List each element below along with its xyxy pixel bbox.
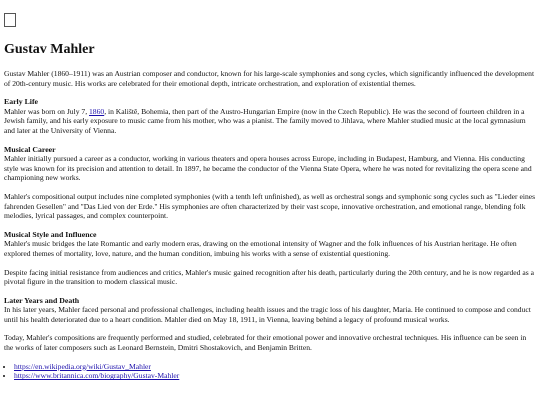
section-heading-musical-career: Musical Career <box>4 144 56 154</box>
britannica-link[interactable]: https://www.britannica.com/biography/Gustav-Mahler <box>14 371 180 381</box>
early-life-text-before-link: Mahler was born on July 7, <box>4 106 89 116</box>
early-life-text-after-link: , in Kaliště, Bohemia, then part of the Austro-Hungarian Empire (now in the Czech Republic). He was the second of fourteen children in a Jewish family, and his early exposure to music came from his mother, who was a pianist. The family moved to Jihlava, where Mahler studied music at the local gymnasium and later at the University of Vienna. <box>4 106 526 135</box>
style-paragraph-1: Mahler's music bridges the late Romantic and early modern eras, drawing on the emotional intensity of Wagner and the folk influences of his Austrian heritage. He often explored themes of mortality, love, nature, and the human condition, imbuing his works with a sense of existential questioning. <box>4 239 517 258</box>
page-title: Gustav Mahler <box>4 42 95 57</box>
article-body <box>4 69 536 381</box>
section-later-years <box>4 296 536 353</box>
style-paragraph-2: Despite facing initial resistance from audiences and critics, Mahler's music gained recognition after his death, particularly during the 20th century, and he is now regarded as a pivotal figure in the transition to modern classical music. <box>4 267 534 287</box>
broken-image-icon <box>4 13 16 27</box>
later-years-paragraph-1: In his later years, Mahler faced personal and professional challenges, including health issues and the tragic loss of his daughter, Maria. He continued to compose and conduct until his health deteriorated due to a heart condition. Mahler died on May 18, 1911, in Vienna, leaving behind a legacy of profound musical works. <box>4 305 531 324</box>
intro-paragraph: Gustav Mahler (1860–1911) was an Austrian composer and conductor, known for his large-scale symphonies and song cycles, which significantly influenced the development of 20th-century music. His works are celebrated for their emotional depth, intricate orchestration, and exploration of existential themes. <box>4 69 535 88</box>
section-musical-career <box>4 145 536 221</box>
section-heading-early-life: Early Life <box>4 97 38 107</box>
early-life-paragraph <box>4 107 536 136</box>
reference-links-list <box>4 362 536 381</box>
year-1860-link[interactable]: 1860 <box>89 106 105 116</box>
later-years-paragraph-2: Today, Mahler's compositions are frequently performed and studied, celebrated for their emotional power and innovative orchestral techniques. His influence can be seen in the works of later composers such as Leonard Bernstein, Dmitri Shostakovich, and Benjamin Britten. <box>4 333 527 353</box>
list-item <box>14 362 536 372</box>
career-paragraph-2: Mahler's compositional output includes nine completed symphonies (with a tenth left unfinished), as well as orchestral songs and symphonic song cycles such as "Lieder eines fahrenden Gesellen" and "Das Lied von der Erde." His symphonies are often characterized by their vast scope, innovative orchestration, and emotional range, blending folk melodies, lyrical passages, and complex counterpoint. <box>4 191 536 221</box>
section-musical-style <box>4 230 536 287</box>
section-heading-musical-style: Musical Style and Influence <box>4 229 97 239</box>
section-heading-later-years: Later Years and Death <box>4 295 80 305</box>
wikipedia-link[interactable]: https://en.wikipedia.org/wiki/Gustav_Mahler <box>14 361 151 371</box>
career-paragraph-1: Mahler initially pursued a career as a conductor, working in various theaters and opera houses across Europe, including in Budapest, Hamburg, and Vienna. His conducting style was known for its precision and attention to detail. In 1897, he became the conductor of the Vienna State Opera, where he was noted for revitalizing the opera scene and championing new works. <box>4 154 532 183</box>
list-item <box>14 371 536 381</box>
section-early-life <box>4 97 536 135</box>
